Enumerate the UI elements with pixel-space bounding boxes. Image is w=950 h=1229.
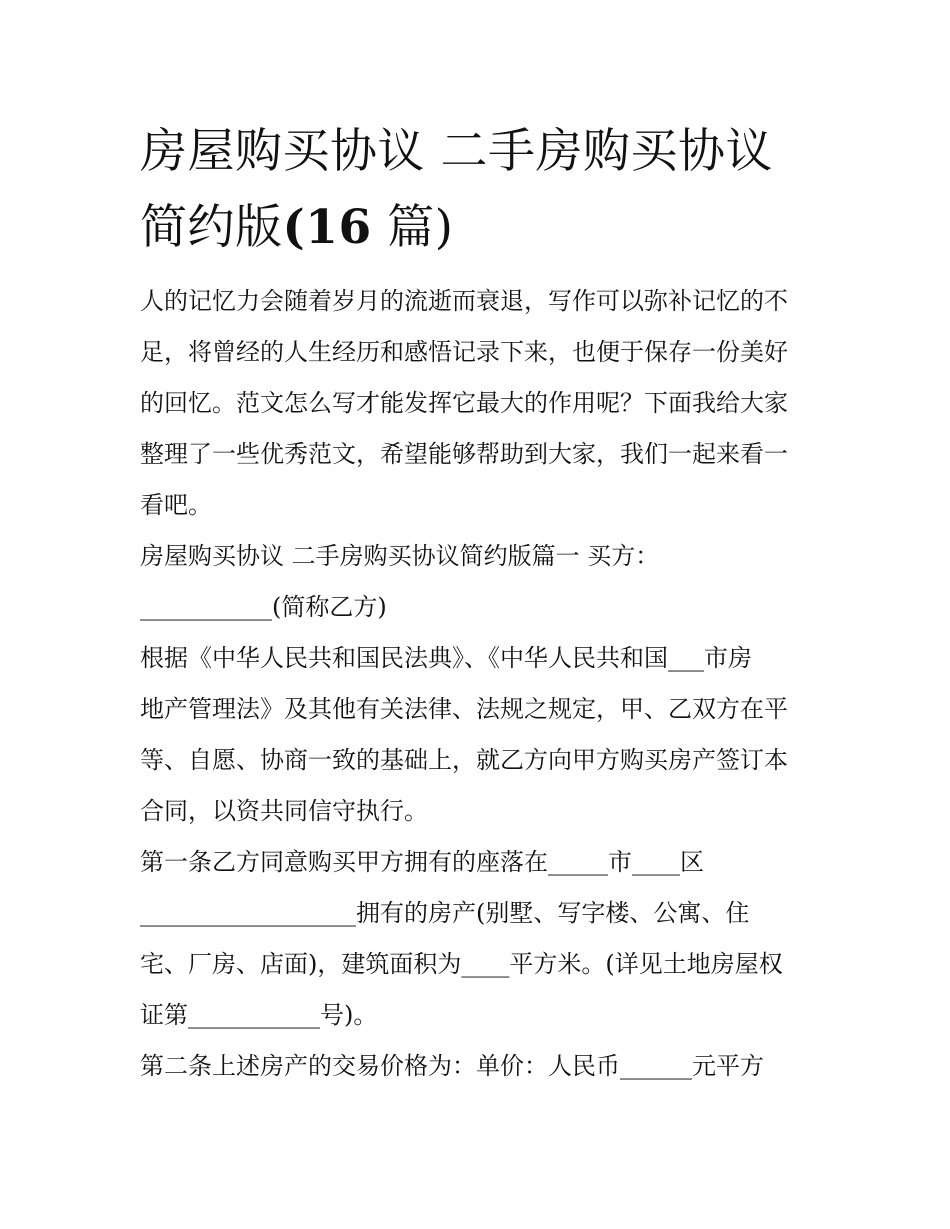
title-count: (16	[282, 200, 372, 255]
body-line: 合同，以资共同信守执行。	[140, 797, 428, 825]
title-line-1: 房屋购买协议 二手房购买协议	[140, 124, 773, 179]
title-line-2-prefix: 简约版	[140, 200, 283, 255]
body-line: 人的记忆力会随着岁月的流逝而衰退，写作可以弥补记忆的不	[140, 287, 788, 315]
body-line: 足，将曾经的人生经历和感悟记录下来，也便于保存一份美好	[140, 338, 788, 366]
body-line: 的回忆。范文怎么写才能发挥它最大的作用呢？下面我给大家	[140, 389, 788, 417]
body-line: 看吧。	[140, 491, 212, 519]
title-line-2	[140, 190, 840, 266]
document-title	[140, 114, 840, 266]
body-line: 第一条乙方同意购买甲方拥有的座落在_____市____区	[140, 848, 704, 876]
document-body	[140, 276, 820, 1092]
section-heading: 房屋购买协议 二手房购买协议简约版篇一 买方：	[140, 542, 660, 570]
title-line-2-suffix: 篇)	[371, 200, 454, 255]
body-line: 第二条上述房产的交易价格为：单价：人民币______元平方	[140, 1052, 764, 1080]
body-line: 地产管理法》及其他有关法律、法规之规定，甲、乙双方在平	[140, 695, 788, 723]
body-line: 整理了一些优秀范文，希望能够帮助到大家，我们一起来看一	[140, 440, 788, 468]
body-line: 等、自愿、协商一致的基础上，就乙方向甲方购买房产签订本	[140, 746, 788, 774]
body-line: 证第___________号)。	[140, 1001, 378, 1029]
body-line: 根据《中华人民共和国民法典》、《中华人民共和国___市房	[140, 644, 752, 672]
body-line: ___________(简称乙方)	[140, 593, 387, 621]
body-line: __________________拥有的房产(别墅、写字楼、公寓、住	[140, 899, 750, 927]
body-line: 宅、厂房、店面)，建筑面积为____平方米。(详见土地房屋权	[140, 950, 783, 978]
